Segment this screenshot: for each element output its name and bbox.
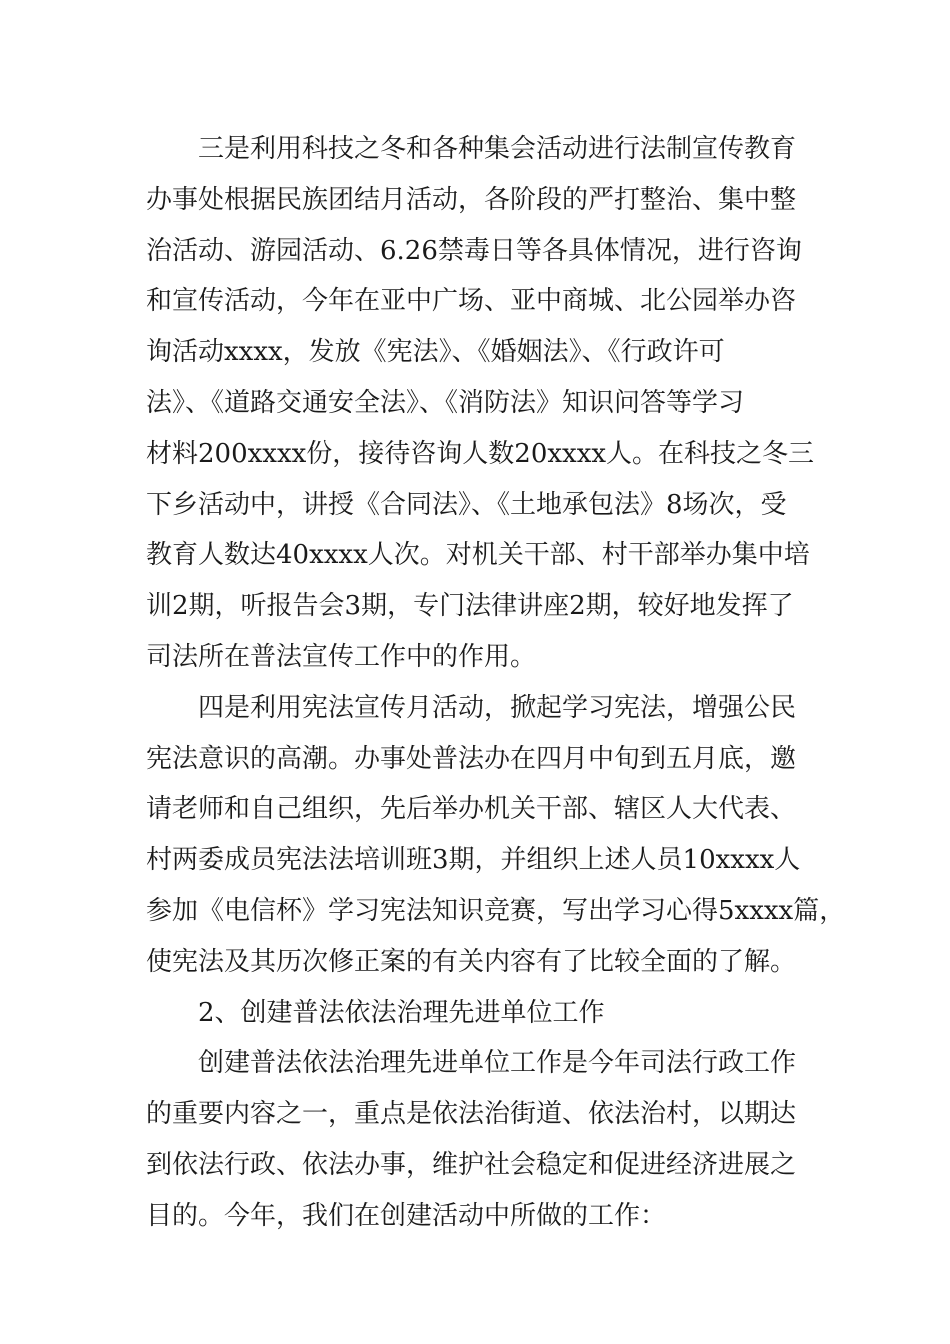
document-body: [146, 124, 846, 1242]
text-line: 下乡活动中，讲授《合同法》、《土地承包法》8场次，受: [146, 489, 787, 520]
text-line: 参加《电信杯》学习宪法知识竞赛，写出学习心得5xxxx篇，: [146, 895, 846, 926]
text-line: 教育人数达40xxxx人次。对机关干部、村干部举办集中培: [146, 540, 810, 571]
text-line: 办事处根据民族团结月活动，各阶段的严打整治、集中整: [146, 184, 797, 215]
text-line: 创建普法依法治理先进单位工作是今年司法行政工作: [198, 1048, 797, 1079]
text-line: 到依法行政、依法办事，维护社会稳定和促进经济进展之: [146, 1149, 797, 1180]
text-line: 使宪法及其历次修正案的有关内容有了比较全面的了解。: [146, 946, 797, 977]
text-line: 询活动xxxx，发放《宪法》、《婚姻法》、《行政许可: [146, 337, 725, 368]
section-heading: 2、创建普法依法治理先进单位工作: [198, 997, 605, 1028]
text-line: 四是利用宪法宣传月活动，掀起学习宪法，增强公民: [198, 692, 797, 723]
text-line: 宪法意识的高潮。办事处普法办在四月中旬到五月底，邀: [146, 743, 797, 774]
text-line: 材料200xxxx份，接待咨询人数20xxxx人。在科技之冬三: [146, 438, 815, 469]
text-line: 村两委成员宪法法培训班3期，并组织上述人员10xxxx人: [146, 845, 801, 876]
text-line: 法》、《道路交通安全法》、《消防法》知识问答等学习: [146, 387, 745, 418]
text-line: 和宣传活动，今年在亚中广场、亚中商城、北公园举办咨: [146, 286, 797, 317]
text-line: 训2期，听报告会3期，专门法律讲座2期，较好地发挥了: [146, 591, 794, 622]
text-line: 请老师和自己组织，先后举办机关干部、辖区人大代表、: [146, 794, 797, 825]
text-line: 司法所在普法宣传工作中的作用。: [146, 641, 537, 672]
text-line: 的重要内容之一，重点是依法治街道、依法治村，以期达: [146, 1099, 797, 1130]
text-line: 治活动、游园活动、6.26禁毒日等各具体情况，进行咨询: [146, 235, 802, 266]
text-line: 三是利用科技之冬和各种集会活动进行法制宣传教育: [198, 134, 797, 164]
text-line: 目的。今年，我们在创建活动中所做的工作：: [146, 1200, 667, 1231]
